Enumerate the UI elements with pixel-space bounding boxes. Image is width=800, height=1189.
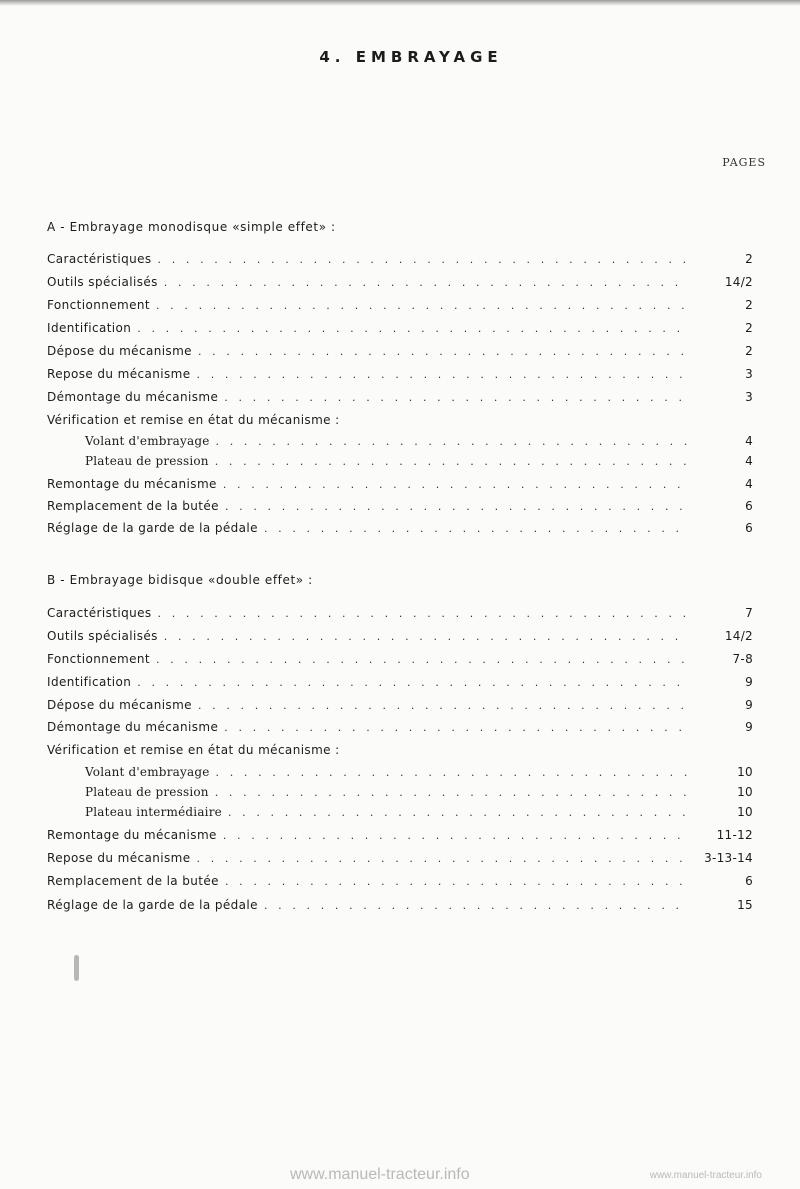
toc-entry-label: Dépose du mécanisme	[47, 344, 192, 358]
toc-entry	[47, 367, 753, 385]
toc-entry-label: Remplacement de la butée	[47, 874, 219, 888]
leader-dots	[137, 676, 687, 689]
toc-entry-label: Vérification et remise en état du mécanisme :	[47, 743, 340, 757]
toc-entry-label: Plateau de pression	[85, 454, 209, 468]
toc-entry-page: 9	[745, 675, 753, 689]
toc-entry	[47, 851, 753, 869]
leader-dots	[158, 607, 687, 620]
toc-subentry	[47, 434, 753, 452]
toc-entry-page: 2	[745, 321, 753, 335]
toc-entry	[47, 390, 753, 408]
toc-subentry	[47, 454, 753, 472]
toc-entry-label: Outils spécialisés	[47, 629, 158, 643]
toc-entry	[47, 321, 753, 339]
leader-dots	[223, 829, 687, 842]
leader-dots	[225, 500, 687, 513]
toc-entry-label: Identification	[47, 675, 132, 689]
toc-entry-page: 3	[745, 390, 753, 404]
section-b-heading: B - Embrayage bidisque «double effet» :	[47, 573, 313, 587]
leader-dots	[164, 630, 687, 643]
leader-dots	[164, 276, 687, 289]
toc-entry-label: Démontage du mécanisme	[47, 720, 219, 734]
leader-dots	[264, 522, 687, 535]
toc-entry-page: 11-12	[716, 828, 753, 842]
toc-entry-label: Caractéristiques	[47, 252, 152, 266]
toc-entry-label: Réglage de la garde de la pédale	[47, 898, 258, 912]
toc-entry	[47, 874, 753, 892]
toc-entry-page: 9	[745, 720, 753, 734]
page-title: 4. EMBRAYAGE	[319, 48, 503, 66]
toc-entry-label: Fonctionnement	[47, 652, 150, 666]
toc-entry-page: 10	[737, 805, 753, 819]
toc-entry-label: Dépose du mécanisme	[47, 698, 192, 712]
scan-top-edge	[0, 0, 800, 6]
leader-dots	[137, 322, 687, 335]
toc-entry	[47, 521, 753, 539]
toc-entry-page: 6	[745, 521, 753, 535]
toc-entry-label: Identification	[47, 321, 132, 335]
toc-entry-page: 7-8	[732, 652, 753, 666]
toc-entry-label: Remontage du mécanisme	[47, 477, 217, 491]
leader-dots	[223, 478, 687, 491]
toc-entry-label: Outils spécialisés	[47, 275, 158, 289]
toc-entry-label: Remplacement de la butée	[47, 499, 219, 513]
toc-entry-label: Fonctionnement	[47, 298, 150, 312]
toc-entry-label: Volant d'embrayage	[85, 765, 210, 779]
footer-watermark-left: www.manuel-tracteur.info	[290, 1166, 470, 1183]
footer-watermark-right: www.manuel-tracteur.info	[649, 1170, 762, 1181]
toc-entry-label: Caractéristiques	[47, 606, 152, 620]
toc-entry-label: Démontage du mécanisme	[47, 390, 219, 404]
toc-entry-page: 15	[737, 898, 753, 912]
toc-subheading	[47, 413, 753, 431]
toc-entry	[47, 828, 753, 846]
leader-dots	[198, 345, 687, 358]
toc-subheading	[47, 743, 753, 761]
toc-entry	[47, 298, 753, 316]
toc-entry-page: 3	[745, 367, 753, 381]
toc-entry-label: Vérification et remise en état du mécanisme :	[47, 413, 340, 427]
leader-dots	[198, 699, 687, 712]
toc-entry-label: Plateau de pression	[85, 785, 209, 799]
pages-column-label: PAGES	[722, 156, 766, 169]
toc-entry	[47, 898, 753, 916]
toc-entry-page: 10	[737, 765, 753, 779]
scan-smudge	[74, 955, 79, 981]
toc-entry-label: Volant d'embrayage	[85, 434, 210, 448]
toc-entry-page: 14/2	[724, 275, 753, 289]
toc-entry	[47, 720, 753, 738]
toc-entry-page: 14/2	[724, 629, 753, 643]
toc-entry	[47, 652, 753, 670]
leader-dots	[216, 435, 688, 448]
toc-entry-label: Repose du mécanisme	[47, 851, 191, 865]
toc-entry-page: 6	[745, 499, 753, 513]
toc-subentry	[47, 785, 753, 803]
leader-dots	[225, 875, 687, 888]
leader-dots	[216, 766, 688, 779]
toc-entry-page: 4	[745, 454, 753, 468]
section-a-heading: A - Embrayage monodisque «simple effet» :	[47, 220, 336, 234]
toc-entry	[47, 698, 753, 716]
leader-dots	[156, 653, 687, 666]
toc-entry	[47, 675, 753, 693]
toc-subentry	[47, 765, 753, 783]
toc-entry-page: 4	[745, 477, 753, 491]
toc-entry-page: 2	[745, 344, 753, 358]
toc-entry-page: 6	[745, 874, 753, 888]
leader-dots	[197, 852, 687, 865]
toc-entry-page: 9	[745, 698, 753, 712]
toc-entry	[47, 275, 753, 293]
leader-dots	[215, 786, 687, 799]
leader-dots	[264, 899, 687, 912]
toc-entry-page: 2	[745, 298, 753, 312]
toc-subentry	[47, 805, 753, 823]
toc-entry-label: Plateau intermédiaire	[85, 805, 222, 819]
toc-entry-page: 2	[745, 252, 753, 266]
toc-entry	[47, 252, 753, 270]
toc-entry	[47, 499, 753, 517]
toc-entry	[47, 629, 753, 647]
toc-entry-page: 4	[745, 434, 753, 448]
leader-dots	[224, 721, 687, 734]
leader-dots	[224, 391, 687, 404]
toc-entry	[47, 344, 753, 362]
toc-entry-label: Réglage de la garde de la pédale	[47, 521, 258, 535]
leader-dots	[158, 253, 687, 266]
toc-entry-page: 7	[745, 606, 753, 620]
toc-entry-label: Remontage du mécanisme	[47, 828, 217, 842]
leader-dots	[197, 368, 687, 381]
toc-entry	[47, 477, 753, 495]
leader-dots	[215, 455, 687, 468]
toc-entry-label: Repose du mécanisme	[47, 367, 191, 381]
toc-entry-page: 3-13-14	[704, 851, 753, 865]
leader-dots	[228, 806, 687, 819]
leader-dots	[156, 299, 687, 312]
toc-entry	[47, 606, 753, 624]
toc-entry-page: 10	[737, 785, 753, 799]
